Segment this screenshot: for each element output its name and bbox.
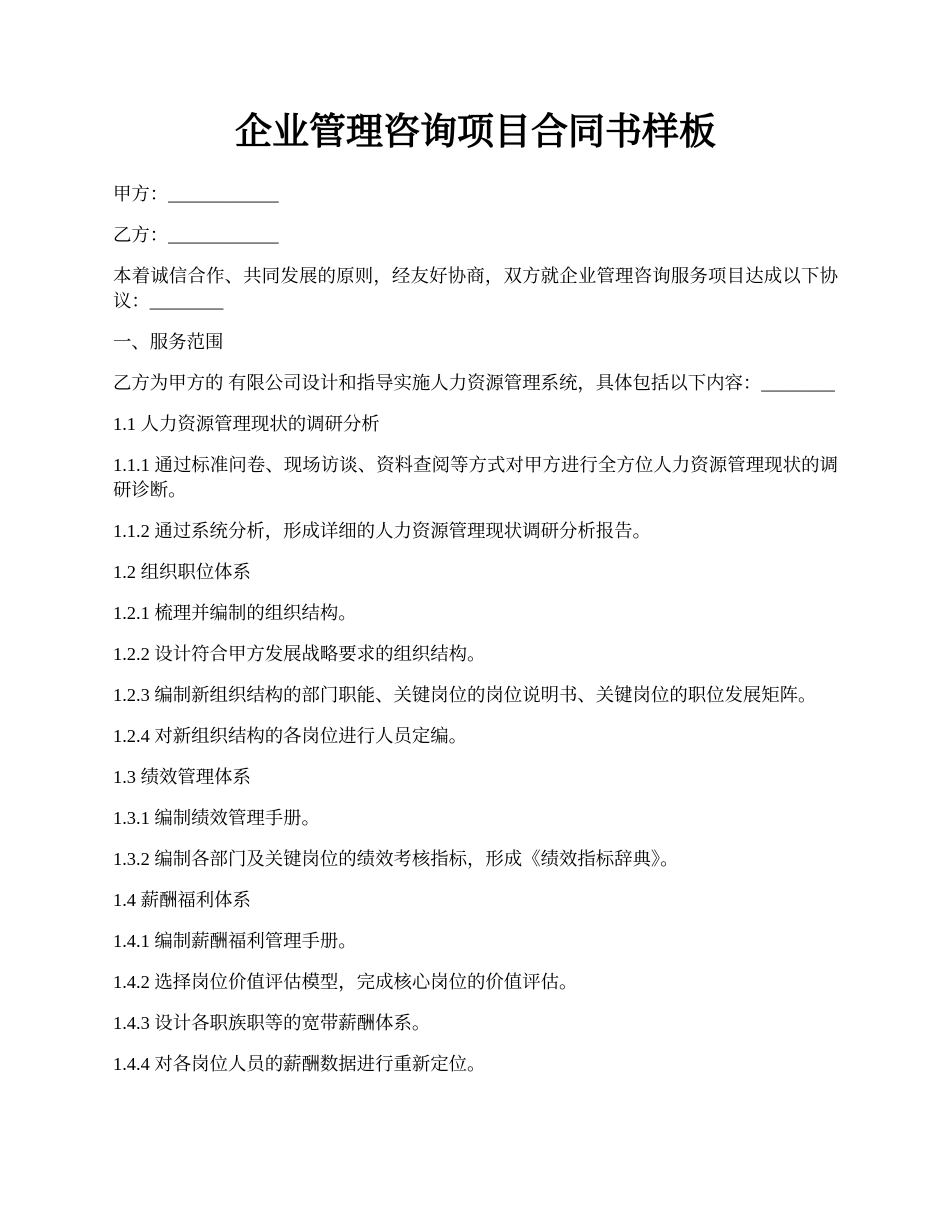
paragraph: 1.3.1 编制绩效管理手册。 [113, 808, 320, 828]
paragraph: 1.3.2 编制各部门及关键岗位的绩效考核指标，形成《绩效指标辞典》。 [113, 849, 679, 869]
paragraph: 1.1.1 通过标准问卷、现场访谈、资料查阅等方式对甲方进行全方位人力资源管理现状的调研诊断。 [113, 455, 838, 500]
paragraph: 1.2 组织职位体系 [113, 562, 251, 582]
paragraph: 1.4.3 设计各职族职等的宽带薪酬体系。 [113, 1013, 431, 1033]
paragraph: 甲方：____________ [113, 184, 279, 204]
paragraph: 1.4.4 对各岗位人员的薪酬数据进行重新定位。 [113, 1054, 486, 1074]
paragraph: 一、服务范围 [113, 332, 224, 352]
paragraph: 1.4 薪酬福利体系 [113, 890, 251, 910]
paragraph: 1.2.2 设计符合甲方发展战略要求的组织结构。 [113, 644, 486, 664]
paragraph: 本着诚信合作、共同发展的原则，经友好协商，双方就企业管理咨询服务项目达成以下协议：________ [113, 266, 838, 311]
paragraph: 1.4.2 选择岗位价值评估模型，完成核心岗位的价值评估。 [113, 972, 578, 992]
paragraph: 乙方：____________ [113, 225, 279, 245]
paragraph: 乙方为甲方的 有限公司设计和指导实施人力资源管理系统，具体包括以下内容：____​____ [113, 373, 835, 393]
paragraph: 1.1.2 通过系统分析，形成详细的人力资源管理现状调研分析报告。 [113, 521, 651, 541]
paragraph: 1.4.1 编制薪酬福利管理手册。 [113, 931, 357, 951]
paragraph: 1.1 人力资源管理现状的调研分析 [113, 414, 380, 434]
document-body [113, 182, 838, 1077]
paragraph: 1.2.3 编制新组织结构的部门职能、关键岗位的岗位说明书、关键岗位的职位发展矩阵。 [113, 685, 817, 705]
paragraph: 1.3 绩效管理体系 [113, 767, 251, 787]
document-title: 企业管理咨询项目合同书样板 [235, 112, 716, 153]
paragraph: 1.2.4 对新组织结构的各岗位进行人员定编。 [113, 726, 468, 746]
paragraph: 1.2.1 梳理并编制的组织结构。 [113, 603, 357, 623]
